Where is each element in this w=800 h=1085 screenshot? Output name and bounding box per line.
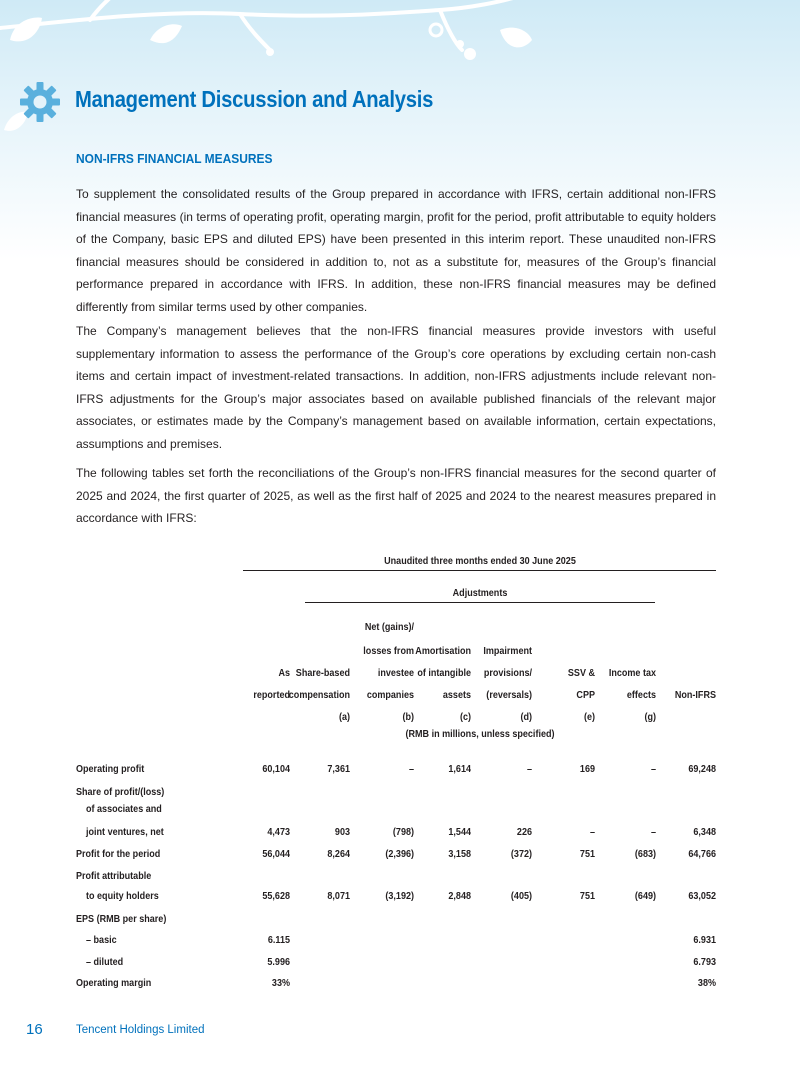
table-row-label: of associates and xyxy=(86,803,162,815)
paragraph-tables: The following tables set forth the reconciliations of the Group’s non-IFRS financial measures for the second quarter of 2025 and 2024, the first quarter of 2025, as well as the first half of 2025 and 2024 to the nearest measures prepared in accordance with IFRS: xyxy=(76,466,716,525)
column-header-line: of intangible xyxy=(417,667,471,679)
column-note: (b) xyxy=(402,711,414,723)
table-cell: 903 xyxy=(334,826,350,838)
table-cell: 5.996 xyxy=(267,956,290,968)
table-period-heading: Unaudited three months ended 30 June 2025 xyxy=(384,555,576,567)
paragraph-management: The Company’s management believes that the non-IFRS financial measures provide investors with useful supplementary information to assess the performance of the Group’s core operations by excluding certain non-cash items and certain impact of investment-related transactions. In addition, non-IFRS adjustments include relevant non-IFRS adjustments for the Group’s major associates based on available published financials of the relevant major associates, or estimates made by the Company’s management based on available information, certain expectations, assumptions and premises. xyxy=(76,324,716,451)
table-cell: 6.115 xyxy=(267,934,290,946)
paragraph-intro: To supplement the consolidated results of the Group prepared in accordance with IFRS, certain additional non-IFRS financial measures (in terms of operating profit, operating margin, profit for the period, profit attributable to equity holders of the Company, basic EPS and diluted EPS) have been presented in this interim report. These unaudited non-IFRS financial measures should be considered in addition to, not as a substitute for, measures of the Group’s financial performance prepared in accordance with IFRS. In addition, these non-IFRS financial measures may be defined differently from similar terms used by other companies. xyxy=(76,187,716,314)
column-note: (g) xyxy=(644,711,656,723)
table-rule-top xyxy=(243,570,716,571)
column-header-line: Impairment xyxy=(483,645,532,657)
column-header-line: SSV & xyxy=(567,667,595,679)
table-cell: 169 xyxy=(579,763,595,775)
column-header-line: provisions/ xyxy=(483,667,532,679)
table-cell: 8,264 xyxy=(327,848,350,860)
table-cell: (3,192) xyxy=(385,890,414,902)
table-row-label: Share of profit/(loss) xyxy=(76,786,165,798)
column-header-line: compensation xyxy=(288,689,350,701)
table-cell: 2,848 xyxy=(448,890,471,902)
table-row-label: EPS (RMB per share) xyxy=(76,913,167,925)
column-header-line: As xyxy=(278,667,290,679)
table-cell: – xyxy=(526,763,532,775)
section-heading: NON-IFRS FINANCIAL MEASURES xyxy=(76,151,273,166)
table-row-label: Profit for the period xyxy=(76,848,161,860)
table-cell: (649) xyxy=(634,890,656,902)
column-header-line: Share-based xyxy=(295,667,350,679)
table-row-label: Operating margin xyxy=(76,977,152,989)
column-header-line: Net (gains)/ xyxy=(364,621,414,633)
table-row-label: to equity holders xyxy=(86,890,159,902)
column-header-line: Income tax xyxy=(608,667,656,679)
page-title: Management Discussion and Analysis xyxy=(75,86,434,112)
table-cell: – xyxy=(650,763,656,775)
table-cell: – xyxy=(589,826,595,838)
table-cell: 7,361 xyxy=(327,763,350,775)
column-header-line: assets xyxy=(442,689,471,701)
column-note: (a) xyxy=(338,711,350,723)
table-cell: 33% xyxy=(271,977,290,989)
column-header-line: (reversals) xyxy=(486,689,532,701)
table-cell: 55,628 xyxy=(262,890,290,902)
table-rule-adjustments xyxy=(305,602,655,603)
table-cell: (405) xyxy=(510,890,532,902)
column-header-line: investee xyxy=(377,667,414,679)
table-cell: 1,614 xyxy=(448,763,471,775)
table-cell: 6.793 xyxy=(693,956,716,968)
page-number: 16 xyxy=(26,1021,43,1038)
table-cell: – xyxy=(408,763,414,775)
column-header-line: effects xyxy=(626,689,656,701)
table-cell: 8,071 xyxy=(327,890,350,902)
column-note: (d) xyxy=(520,711,532,723)
column-header-line: companies xyxy=(366,689,414,701)
table-adjustments-heading: Adjustments xyxy=(452,587,508,599)
table-row-label: Profit attributable xyxy=(76,870,152,882)
column-header-line: Non-IFRS xyxy=(674,689,716,701)
column-header-line: Amortisation xyxy=(415,645,471,657)
column-note: (c) xyxy=(459,711,471,723)
table-cell: 751 xyxy=(579,848,595,860)
table-cell: 69,248 xyxy=(688,763,716,775)
table-cell: 751 xyxy=(579,890,595,902)
table-row-label: joint ventures, net xyxy=(86,826,164,838)
column-note: (e) xyxy=(583,711,595,723)
branch-decoration xyxy=(0,0,800,150)
table-row-label: Operating profit xyxy=(76,763,145,775)
table-row-label: – diluted xyxy=(86,956,124,968)
gear-icon xyxy=(20,82,60,122)
table-cell: (798) xyxy=(392,826,414,838)
table-cell: (372) xyxy=(510,848,532,860)
column-header-line: CPP xyxy=(576,689,595,701)
table-row-label: – basic xyxy=(86,934,117,946)
table-cell: (2,396) xyxy=(385,848,414,860)
table-cell: 3,158 xyxy=(448,848,471,860)
table-cell: 6.931 xyxy=(693,934,716,946)
table-cell: 226 xyxy=(516,826,532,838)
table-cell: 56,044 xyxy=(262,848,290,860)
table-cell: 6,348 xyxy=(693,826,716,838)
table-cell: 64,766 xyxy=(688,848,716,860)
table-units-note: (RMB in millions, unless specified) xyxy=(405,728,555,740)
column-header-line: losses from xyxy=(363,645,414,657)
table-cell: – xyxy=(650,826,656,838)
table-cell: 60,104 xyxy=(262,763,290,775)
table-cell: 38% xyxy=(697,977,716,989)
table-cell: (683) xyxy=(634,848,656,860)
footer-company: Tencent Holdings Limited xyxy=(76,1024,205,1036)
table-cell: 4,473 xyxy=(267,826,290,838)
table-cell: 63,052 xyxy=(688,890,716,902)
table-cell: 1,544 xyxy=(448,826,471,838)
column-header-line: reported xyxy=(253,689,290,701)
